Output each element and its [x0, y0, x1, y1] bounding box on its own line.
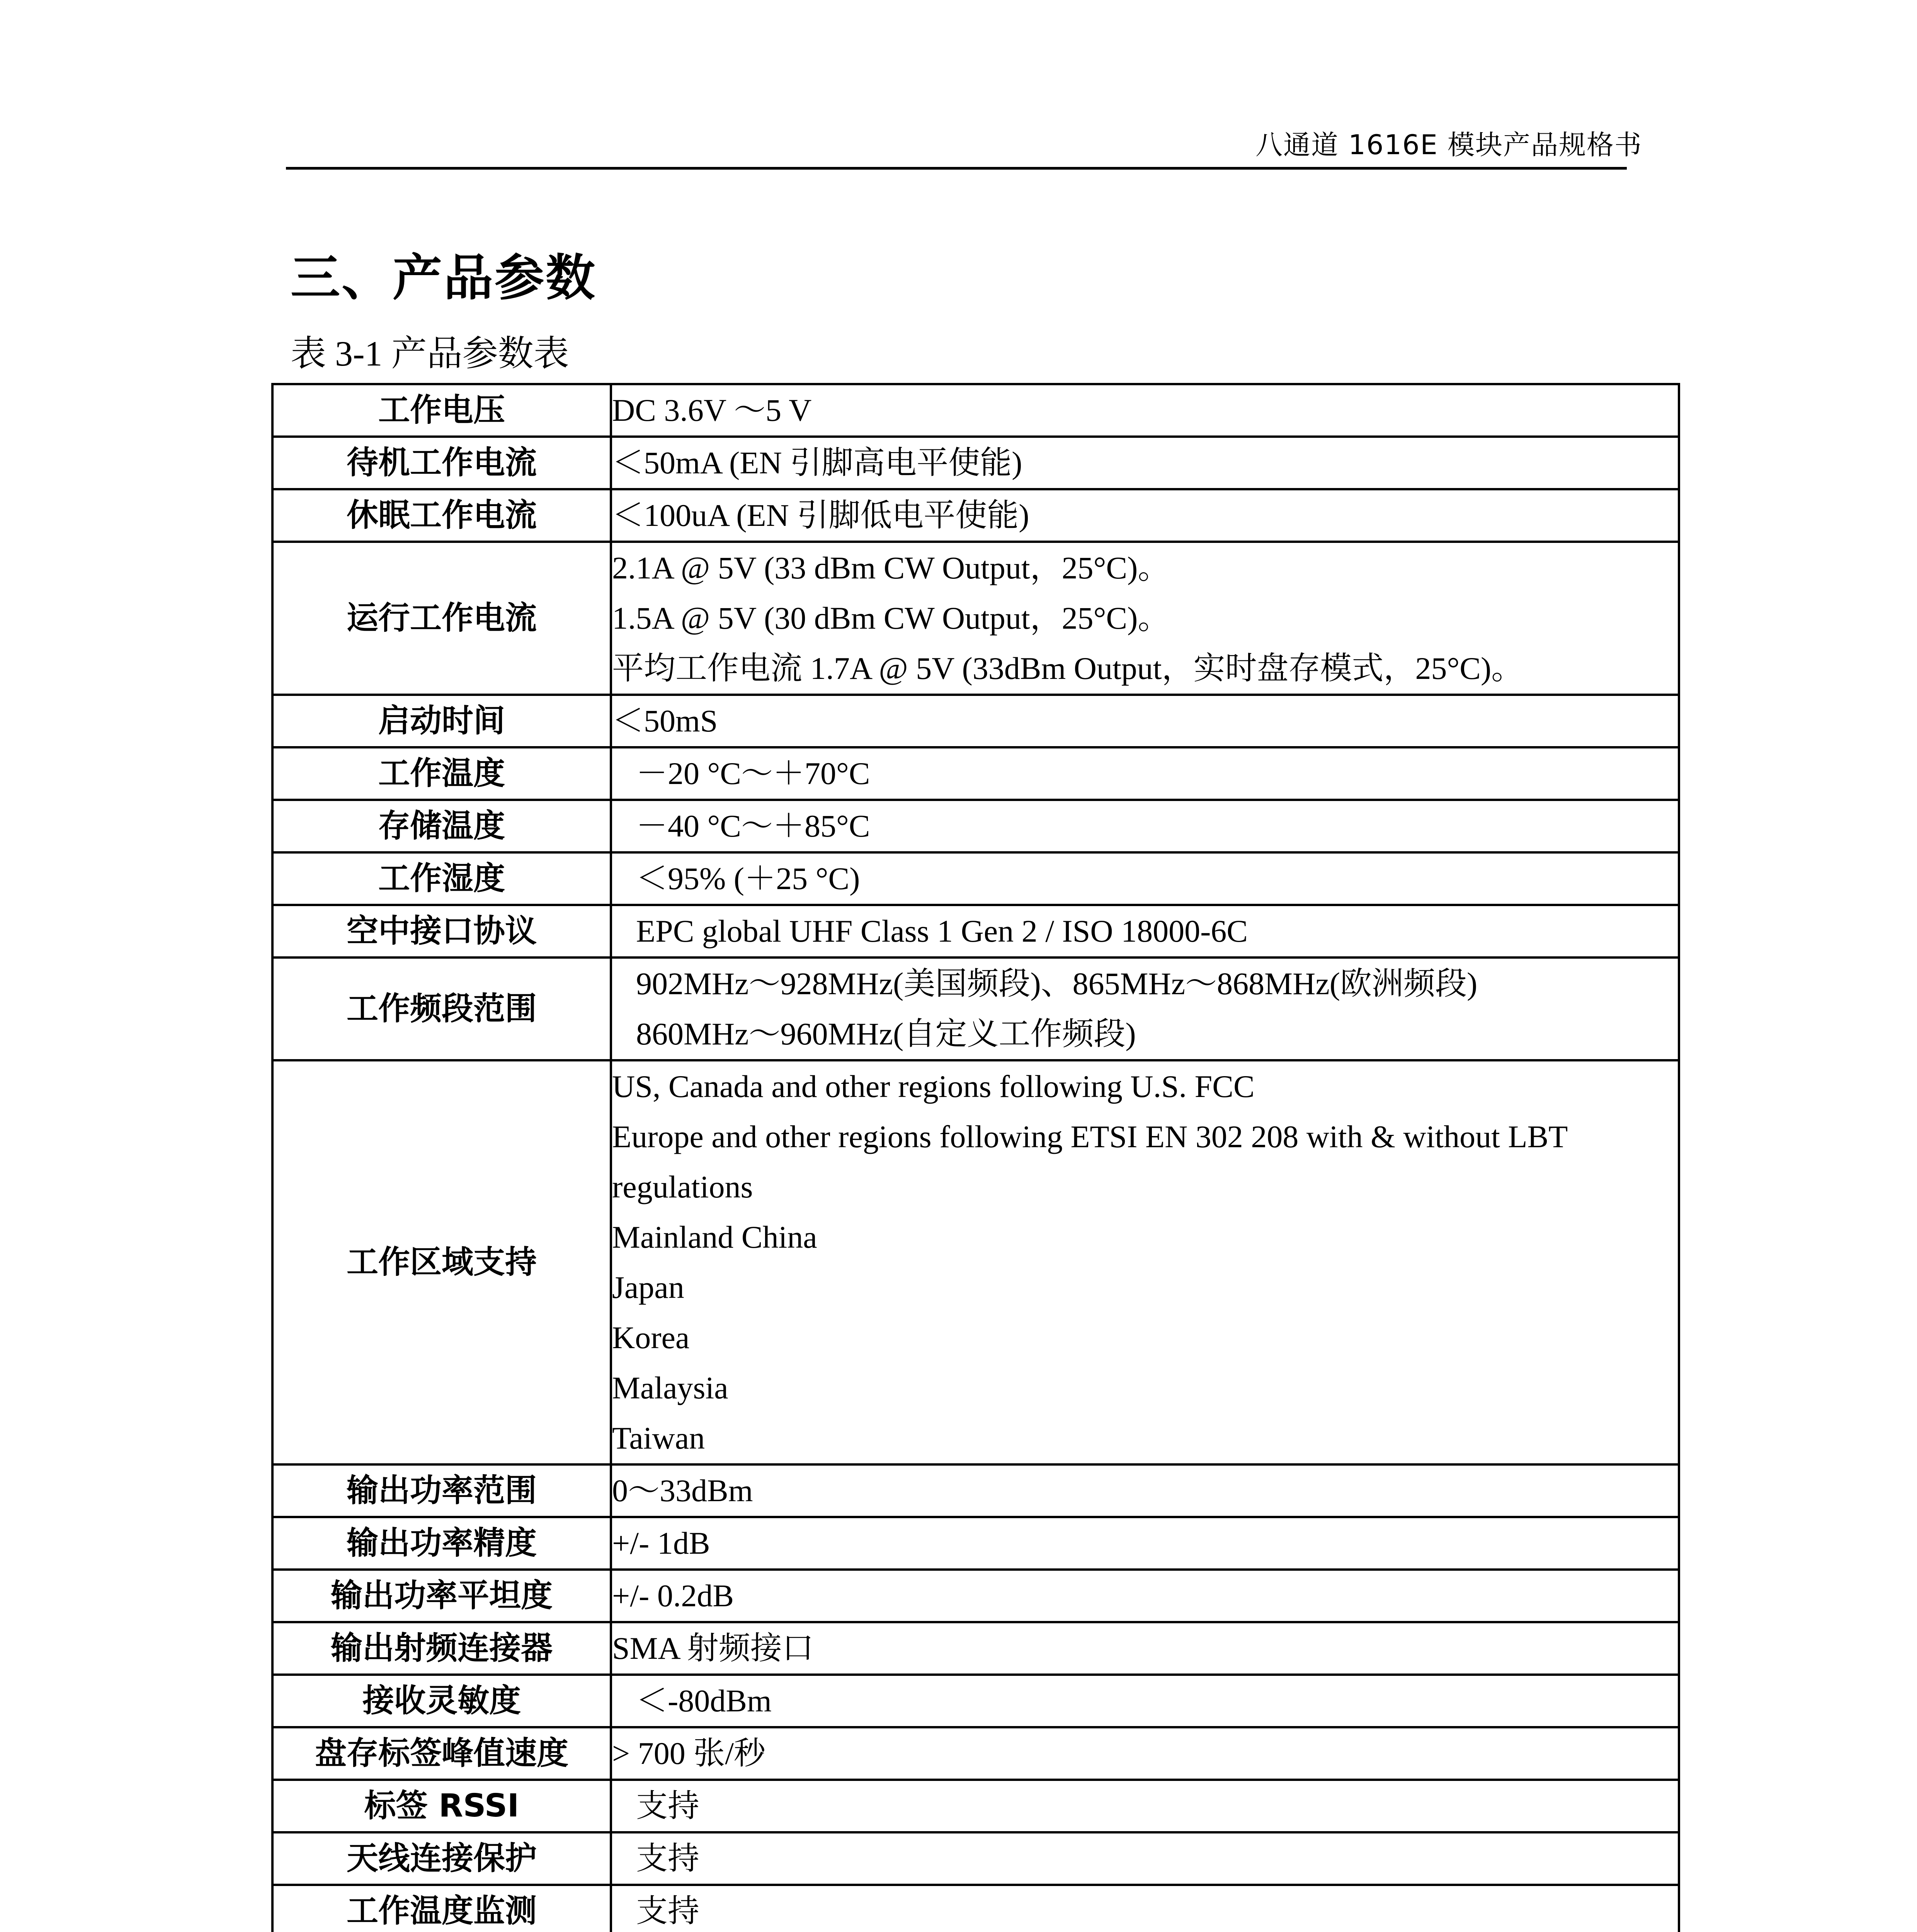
parameter-value: [611, 1675, 1679, 1727]
parameter-value: [611, 957, 1679, 1060]
parameter-value: [611, 695, 1679, 747]
parameter-value-line: Malaysia: [612, 1370, 728, 1405]
section-title: 三、产品参数: [291, 249, 597, 307]
parameter-name: 输出射频连接器: [272, 1622, 611, 1675]
parameter-value-line: －40 °C～＋85°C: [636, 808, 870, 844]
table-row: [272, 747, 1679, 800]
parameter-name: 空中接口协议: [272, 905, 611, 957]
table-row: [272, 437, 1679, 489]
table-row: [272, 1622, 1679, 1675]
parameter-value: [611, 747, 1679, 800]
table-row: [272, 1517, 1679, 1570]
parameter-value-line: 902MHz～928MHz(美国频段)、865MHz～868MHz(欧洲频段): [636, 966, 1478, 1001]
table-row: [272, 1060, 1679, 1464]
parameter-name: 休眠工作电流: [272, 489, 611, 542]
parameter-value-line: ＜-80dBm: [636, 1683, 772, 1718]
parameter-value: [611, 1832, 1679, 1885]
parameter-value: [611, 542, 1679, 695]
table-row: [272, 1464, 1679, 1517]
parameter-value-line: Mainland China: [612, 1219, 817, 1255]
parameter-value-line: 支持: [636, 1893, 700, 1929]
parameter-value-line: 1.5A @ 5V (30 dBm CW Output，25°C)。: [612, 600, 1170, 636]
parameter-name: 工作频段范围: [272, 957, 611, 1060]
table-row: [272, 1570, 1679, 1622]
parameter-value-line: 平均工作电流 1.7A @ 5V (33dBm Output，实时盘存模式，25°C)。: [612, 651, 1523, 686]
parameter-name: 天线连接保护: [272, 1832, 611, 1885]
table-caption: 表 3-1 产品参数表: [291, 334, 569, 373]
parameter-value: [611, 1517, 1679, 1570]
parameter-name: 接收灵敏度: [272, 1675, 611, 1727]
parameter-value-line: ＜95% (＋25 °C): [636, 861, 860, 896]
table-row: [272, 542, 1679, 695]
parameter-value-line: ＜100uA (EN 引脚低电平使能): [612, 498, 1029, 533]
parameter-name: 工作湿度: [272, 852, 611, 905]
parameter-table-body: [272, 384, 1679, 1932]
parameter-value: [611, 1727, 1679, 1780]
parameter-value-line: SMA 射频接口: [612, 1631, 814, 1666]
parameter-value-line: +/- 0.2dB: [612, 1578, 734, 1613]
parameter-name: 待机工作电流: [272, 437, 611, 489]
table-row: [272, 384, 1679, 437]
table-row: [272, 1727, 1679, 1780]
parameter-name: 工作温度监测: [272, 1885, 611, 1932]
table-row: [272, 852, 1679, 905]
parameter-name: 工作温度: [272, 747, 611, 800]
table-row: [272, 1675, 1679, 1727]
parameter-value-line: Korea: [612, 1320, 690, 1355]
parameter-value: [611, 489, 1679, 542]
parameter-value-line: > 700 张/秒: [612, 1736, 766, 1771]
table-row: [272, 695, 1679, 747]
parameter-value-line: 支持: [636, 1788, 700, 1823]
parameter-value: [611, 1885, 1679, 1932]
table-row: [272, 489, 1679, 542]
parameter-value-line: 0～33dBm: [612, 1473, 753, 1508]
parameter-name: 输出功率平坦度: [272, 1570, 611, 1622]
parameter-name: 工作区域支持: [272, 1060, 611, 1464]
table-row: [272, 905, 1679, 957]
parameter-value-line: Taiwan: [612, 1420, 705, 1456]
parameter-value: [611, 1060, 1679, 1464]
parameter-value: [611, 384, 1679, 437]
parameter-name: 工作电压: [272, 384, 611, 437]
parameter-name: 启动时间: [272, 695, 611, 747]
table-row: [272, 1780, 1679, 1832]
parameter-value-line: ＜50mS: [612, 703, 718, 738]
document-header-title: 八通道 1616E 模块产品规格书: [1255, 129, 1642, 161]
parameter-value: [611, 800, 1679, 852]
parameter-value-line: EPC global UHF Class 1 Gen 2 / ISO 18000-6C: [636, 913, 1248, 949]
parameter-value: [611, 1570, 1679, 1622]
parameter-value: [611, 852, 1679, 905]
parameter-value-line: 860MHz～960MHz(自定义工作频段): [636, 1016, 1136, 1051]
parameter-name: 存储温度: [272, 800, 611, 852]
parameter-value: [611, 905, 1679, 957]
parameter-value-line: －20 °C～＋70°C: [636, 756, 870, 791]
parameter-name: 输出功率精度: [272, 1517, 611, 1570]
table-row: [272, 1832, 1679, 1885]
parameter-value-line: 2.1A @ 5V (33 dBm CW Output，25°C)。: [612, 550, 1170, 585]
header-divider: [286, 167, 1627, 170]
table-row: [272, 957, 1679, 1060]
parameter-value-line: ＜50mA (EN 引脚高电平使能): [612, 445, 1022, 480]
parameter-value-line: regulations: [612, 1169, 753, 1204]
parameter-name: 运行工作电流: [272, 542, 611, 695]
table-row: [272, 1885, 1679, 1932]
parameter-value-line: Europe and other regions following ETSI EN 302 208 with & without LBT: [612, 1119, 1568, 1154]
parameter-value-line: 支持: [636, 1841, 700, 1876]
parameter-value: [611, 1464, 1679, 1517]
parameter-value: [611, 437, 1679, 489]
parameter-value-line: DC 3.6V ～5 V: [612, 393, 812, 428]
parameter-name: 盘存标签峰值速度: [272, 1727, 611, 1780]
parameter-value: [611, 1780, 1679, 1832]
parameter-value-line: Japan: [612, 1270, 684, 1305]
parameter-value-line: +/- 1dB: [612, 1526, 710, 1561]
parameter-name: 输出功率范围: [272, 1464, 611, 1517]
table-row: [272, 800, 1679, 852]
parameter-name: 标签 RSSI: [272, 1780, 611, 1832]
parameter-value-line: US, Canada and other regions following U.S. FCC: [612, 1069, 1255, 1104]
product-parameter-table: [271, 383, 1680, 1932]
parameter-value: [611, 1622, 1679, 1675]
